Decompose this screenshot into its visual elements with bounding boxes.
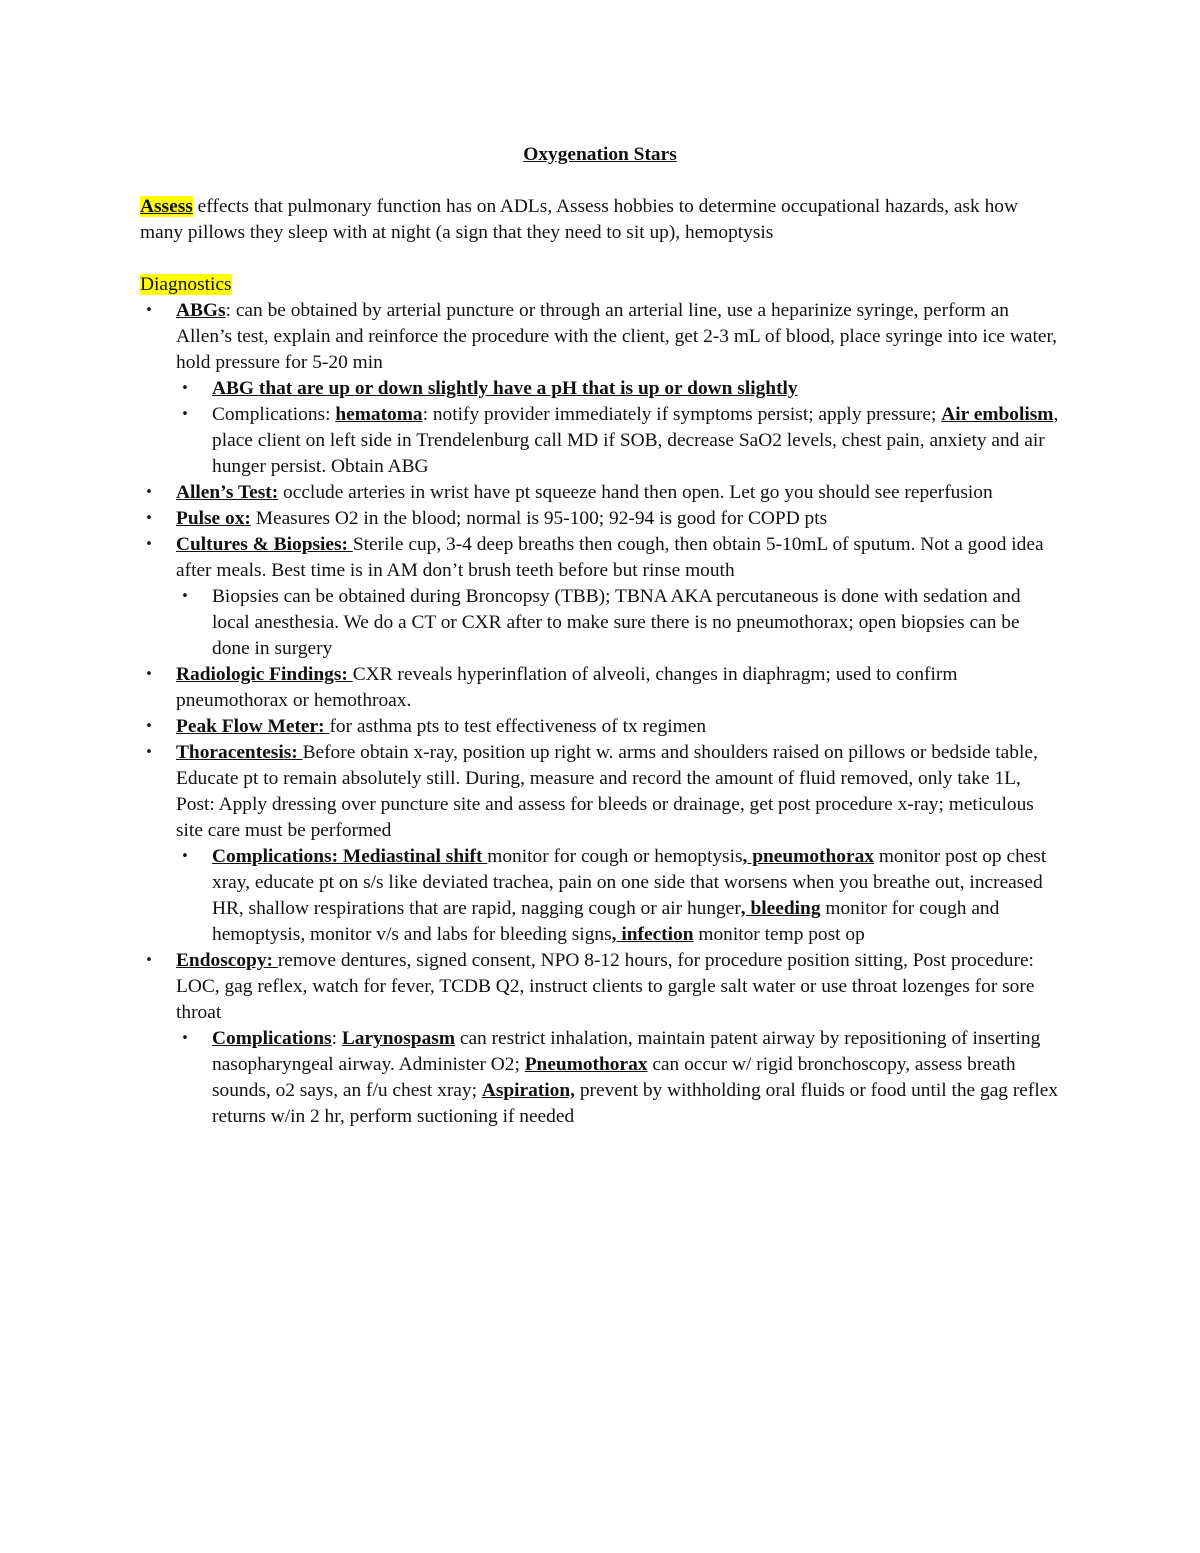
bleeding-label: , bleeding <box>740 898 821 919</box>
diagnostics-heading <box>140 272 1060 298</box>
endoscopy-sublist <box>176 1026 1060 1130</box>
cultures-sublist <box>176 584 1060 662</box>
thoracentesis-text: Before obtain x-ray, position up right w. arms and shoulders raised on pillows or bedside table, Educate pt to remain absolutely still. During, measure and record the amount of fluid removed, only take 1L, Post: Apply dressing over puncture site and assess for bleeds or drainage, get post procedure x-ray; meticulous site care must be performed <box>176 742 1038 841</box>
radiologic-text: CXR reveals hyperinflation of alveoli, changes in diaphragm; used to confirm pneumothorax or hemothroax. <box>176 664 958 711</box>
bullet-icon: • <box>145 667 153 682</box>
thoracentesis-sublist <box>176 844 1060 948</box>
abgs-label: ABGs <box>176 300 226 321</box>
page-title: Oxygenation Stars <box>523 144 677 165</box>
diagnostics-list <box>140 298 1060 1130</box>
list-item-cultures <box>140 532 1060 662</box>
bullet-icon: • <box>181 407 189 422</box>
air-embolism-text: , place client on left side in Trendelenburg call MD if SOB, decrease SaO2 levels, chest pain, anxiety and air hunger persist. Obtain ABG <box>212 404 1059 477</box>
assess-text: effects that pulmonary function has on ADLs, Assess hobbies to determine occupational hazards, ask how many pillows they sleep with at night (a sign that they need to sit up), hemoptysis <box>140 196 1018 243</box>
allens-label: Allen’s Test: <box>176 482 279 503</box>
radiologic-label: Radiologic Findings: <box>176 664 353 685</box>
bullet-icon: • <box>145 953 153 968</box>
pulse-ox-text: Measures O2 in the blood; normal is 95-100; 92-94 is good for COPD pts <box>250 508 828 529</box>
sub-item-endo-complications <box>176 1026 1060 1130</box>
cultures-label: Cultures & Biopsies: <box>176 534 353 555</box>
infection-label: , infection <box>611 924 694 945</box>
sub-item-abg-ph <box>176 376 1060 402</box>
mediastinal-text: monitor for cough or hemoptysis <box>487 846 743 867</box>
abg-ph-text: ABG that are up or down slightly have a pH that is up or down slightly <box>212 378 798 399</box>
pneumothorax-text: monitor post op chest xray, educate pt on s/s like deviated trachea, pain on one side that worsens when you breathe out, increased HR, shallow respirations that are rapid, nagging cough or air hunger <box>212 846 1047 919</box>
bullet-icon: • <box>145 485 153 500</box>
pneumothorax-label: , pneumothorax <box>742 846 874 867</box>
list-item-endoscopy <box>140 948 1060 1130</box>
air-embolism-label: Air embolism <box>941 404 1054 425</box>
hematoma-text: : notify provider immediately if symptoms persist; apply pressure; <box>422 404 942 425</box>
list-item-thoracentesis <box>140 740 1060 948</box>
larynospasm-label: Larynospasm <box>341 1028 455 1049</box>
assess-paragraph <box>140 194 1060 246</box>
cultures-text: Sterile cup, 3-4 deep breaths then cough, then obtain 5-10mL of sputum. Not a good idea after meals. Best time is in AM don’t brush teeth before but rinse mouth <box>176 534 1044 581</box>
sub-item-abg-complications <box>176 402 1060 480</box>
bullet-icon: • <box>145 745 153 760</box>
larynospasm-text: can restrict inhalation, maintain patent airway by repositioning of inserting nasopharyngeal airway. Administer O2; <box>212 1028 1041 1075</box>
bullet-icon: • <box>181 849 189 864</box>
assess-label: Assess <box>140 196 193 217</box>
abgs-text: : can be obtained by arterial puncture or through an arterial line, use a heparinize syringe, perform an Allen’s test, explain and reinforce the procedure with the client, get 2-3 mL of blood, place syringe into ice water, hold pressure for 5-20 min <box>176 300 1058 373</box>
list-item-abgs <box>140 298 1060 480</box>
abgs-sublist <box>176 376 1060 480</box>
list-item-peak-flow <box>140 714 1060 740</box>
sub-item-thora-complications <box>176 844 1060 948</box>
list-item-pulse-ox <box>140 506 1060 532</box>
bullet-icon: • <box>145 303 153 318</box>
peak-flow-label: Peak Flow Meter: <box>176 716 330 737</box>
hematoma-label: hematoma <box>335 404 423 425</box>
bleeding-text: monitor for cough and hemoptysis, monitor v/s and labs for bleeding signs <box>212 898 1000 945</box>
diagnostics-section <box>140 272 1060 1130</box>
allens-text: occlude arteries in wrist have pt squeeze hand then open. Let go you should see reperfusion <box>278 482 993 503</box>
pulse-ox-label: Pulse ox: <box>176 508 251 529</box>
bullet-icon: • <box>145 511 153 526</box>
infection-text: monitor temp post op <box>693 924 865 945</box>
diagnostics-heading-text: Diagnostics <box>140 274 232 295</box>
endo-complications-label: Complications <box>212 1028 332 1049</box>
bullet-icon: • <box>145 537 153 552</box>
bullet-icon: • <box>145 719 153 734</box>
thoracentesis-label: Thoracentesis: <box>176 742 303 763</box>
aspiration-text: prevent by withholding oral fluids or food until the gag reflex returns w/in 2 hr, perform suctioning if needed <box>212 1080 1059 1127</box>
bullet-icon: • <box>181 381 189 396</box>
endo-pneumothorax-text: can occur w/ rigid bronchoscopy, assess breath sounds, o2 says, an f/u chest xray; <box>212 1054 1016 1101</box>
sub-item-biopsies <box>176 584 1060 662</box>
mediastinal-shift-label: Complications: Mediastinal shift <box>212 846 488 867</box>
endo-pneumothorax-label: Pneumothorax <box>524 1054 648 1075</box>
endo-colon: : <box>331 1028 342 1049</box>
list-item-radiologic <box>140 662 1060 714</box>
bullet-icon: • <box>181 589 189 604</box>
abg-complications-prefix: Complications: <box>212 404 336 425</box>
biopsies-text: Biopsies can be obtained during Broncopsy (TBB); TBNA AKA percutaneous is done with sedation and local anesthesia. We do a CT or CXR after to make sure there is no pneumothorax; open biopsies can be done in surgery <box>212 586 1021 659</box>
bullet-icon: • <box>181 1031 189 1046</box>
list-item-allens-test <box>140 480 1060 506</box>
endoscopy-label: Endoscopy: <box>176 950 278 971</box>
aspiration-label: Aspiration, <box>481 1080 576 1101</box>
document-page <box>140 140 1060 1130</box>
endoscopy-text: remove dentures, signed consent, NPO 8-12 hours, for procedure position sitting, Post procedure: LOC, gag reflex, watch for fever, TCDB Q2, instruct clients to gargle salt water or use throat lozenges for sore throat <box>176 950 1035 1023</box>
peak-flow-text: for asthma pts to test effectiveness of tx regimen <box>329 716 707 737</box>
